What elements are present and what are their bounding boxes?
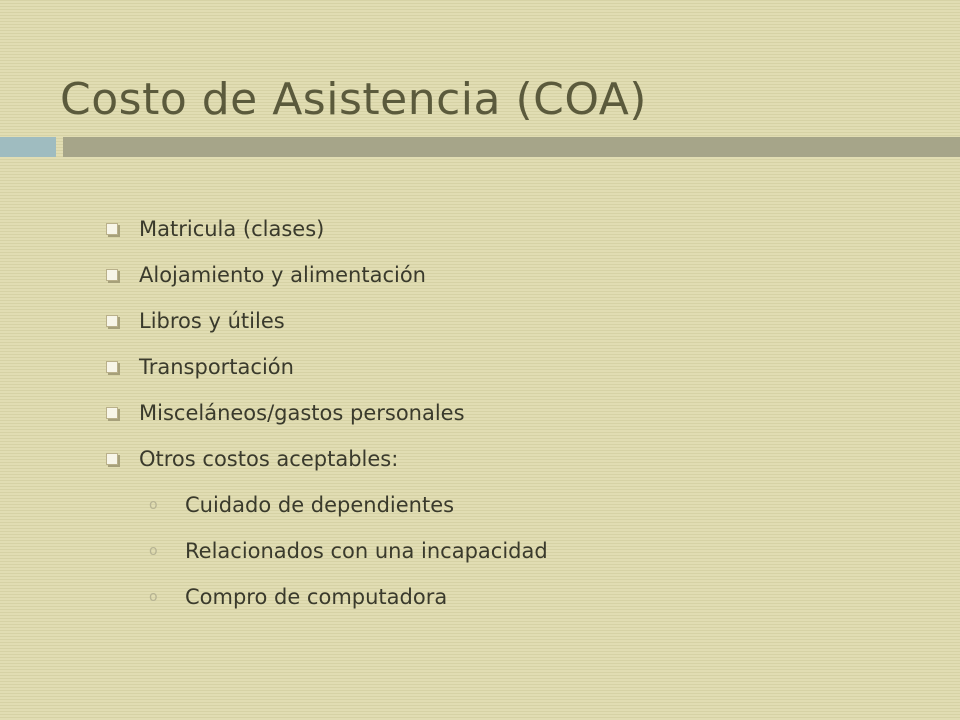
- circle-bullet-icon: o: [149, 497, 158, 513]
- list-item-text: Transportación: [139, 355, 294, 379]
- square-bullet-icon: [106, 361, 118, 373]
- sub-list-item: [106, 528, 548, 574]
- list-item-text: Alojamiento y alimentación: [139, 263, 426, 287]
- title-rule-accent: [0, 137, 56, 157]
- list-item: [106, 436, 548, 482]
- list-item: [106, 344, 548, 390]
- sub-list-item: [106, 482, 548, 528]
- circle-bullet-icon: o: [149, 543, 158, 559]
- square-bullet-icon: [106, 407, 118, 419]
- list-item: [106, 390, 548, 436]
- square-bullet-icon: [106, 223, 118, 235]
- circle-bullet-icon: o: [149, 589, 158, 605]
- sub-list-item-text: Compro de computadora: [185, 585, 448, 609]
- slide-title: Costo de Asistencia (COA): [60, 74, 647, 125]
- title-rule: [63, 137, 960, 157]
- square-bullet-icon: [106, 269, 118, 281]
- sub-list-item-text: Relacionados con una incapacidad: [185, 539, 548, 563]
- sub-list-item-text: Cuidado de dependientes: [185, 493, 455, 517]
- square-bullet-icon: [106, 315, 118, 327]
- list-item: [106, 252, 548, 298]
- list-item-text: Libros y útiles: [139, 309, 285, 333]
- list-item-text: Misceláneos/gastos personales: [139, 401, 465, 425]
- list-item-text: Matricula (clases): [139, 217, 325, 241]
- list-item: [106, 298, 548, 344]
- bullet-list: [106, 206, 548, 620]
- list-item: [106, 206, 548, 252]
- square-bullet-icon: [106, 453, 118, 465]
- list-item-text: Otros costos aceptables:: [139, 447, 399, 471]
- sub-list-item: [106, 574, 548, 620]
